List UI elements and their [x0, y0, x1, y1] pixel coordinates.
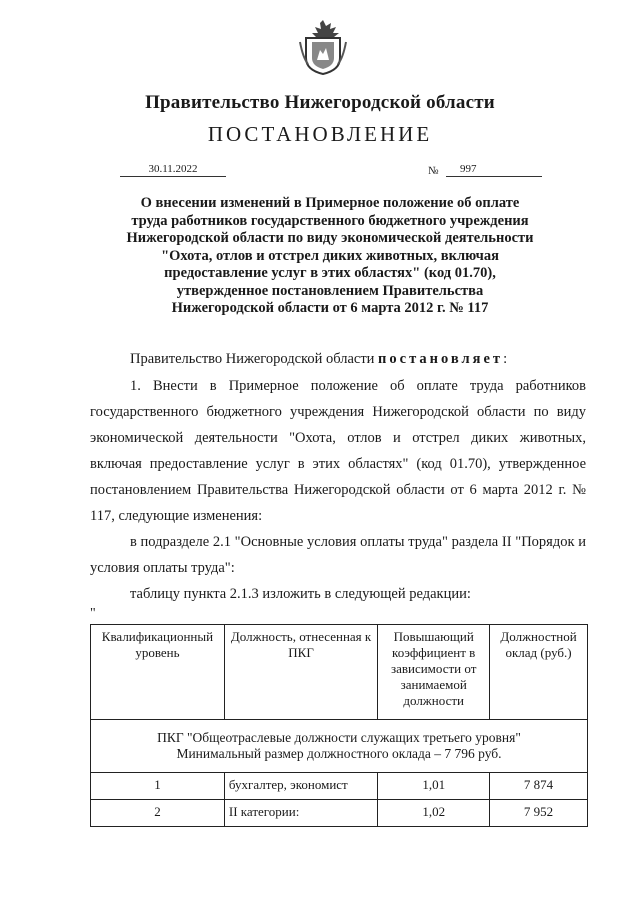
decree-verb: постановляет — [378, 351, 504, 367]
subject-line: О внесении изменений в Примерное положение об оплате — [140, 195, 520, 211]
document-date: 30.11.2022 — [120, 162, 226, 177]
table-header-row — [91, 625, 588, 720]
clause-subsection: в подразделе 2.1 "Основные условия оплаты труда" раздела II "Порядок и условия оплаты труда": — [90, 534, 586, 576]
document-subject — [80, 195, 580, 318]
subject-line: предоставление услуг в этих областях" (код 01.70), — [164, 265, 496, 281]
salary-table — [90, 624, 588, 827]
decree-intro-lead: Правительство Нижегородской области — [130, 351, 379, 367]
group-min-salary: Минимальный размер должностного оклада – 7 796 руб. — [176, 746, 502, 761]
decree-intro-tail: : — [503, 351, 508, 367]
header-coefficient: Повышающий коэффициент в зависимости от занимаемой должности — [378, 625, 490, 720]
cell-coefficient: 1,01 — [378, 773, 490, 800]
group-title: ПКГ "Общеотраслевые должности служащих третьего уровня" — [157, 730, 521, 745]
subject-line: труда работников государственного бюджетного учреждения — [131, 212, 529, 229]
subject-line: Нижегородской области по виду экономической деятельности — [126, 230, 534, 246]
cell-level: 1 — [91, 773, 225, 800]
subject-line: утвержденное постановлением Правительства — [176, 282, 484, 299]
clause-1: 1. Внести в Примерное положение об оплате труда работников государственного бюджетного учреждения Нижегородской области по виду экономической деятельности "Охота, отлов и отстрел диких животных, включая предоставление услуг в этих областях" (код 01.70), утвержденное постановлением Правительства Нижегородской области от 6 марта 2012 г. № 117, следующие изменения: — [90, 378, 586, 524]
cell-level: 2 — [91, 800, 225, 827]
document-type: ПОСТАНОВЛЕНИЕ — [207, 122, 433, 146]
open-quote: " — [90, 606, 96, 621]
government-name: Правительство Нижегородской области — [145, 92, 495, 113]
decree-intro — [90, 346, 586, 372]
header-position: Должность, отнесенная к ПКГ — [224, 625, 377, 720]
cell-salary: 7 874 — [490, 773, 588, 800]
cell-salary: 7 952 — [490, 800, 588, 827]
cell-position: II категории: — [224, 800, 377, 827]
subject-line: "Охота, отлов и отстрел диких животных, включая — [161, 247, 499, 264]
header-salary: Должностной оклад (руб.) — [490, 625, 588, 720]
table-row — [91, 800, 588, 827]
clause-table-intro: таблицу пункта 2.1.3 изложить в следующей редакции: — [130, 586, 471, 602]
group-cell — [91, 720, 588, 773]
cell-position: бухгалтер, экономист — [224, 773, 377, 800]
subject-line: Нижегородской области от 6 марта 2012 г. № 117 — [171, 300, 489, 316]
coat-of-arms-icon — [298, 18, 348, 76]
table-row — [91, 773, 588, 800]
header-qualification-level: Квалификационный уровень — [91, 625, 225, 720]
document-number: 997 — [446, 162, 542, 177]
number-label: № — [428, 165, 439, 177]
cell-coefficient: 1,02 — [378, 800, 490, 827]
table-group-row — [91, 720, 588, 773]
